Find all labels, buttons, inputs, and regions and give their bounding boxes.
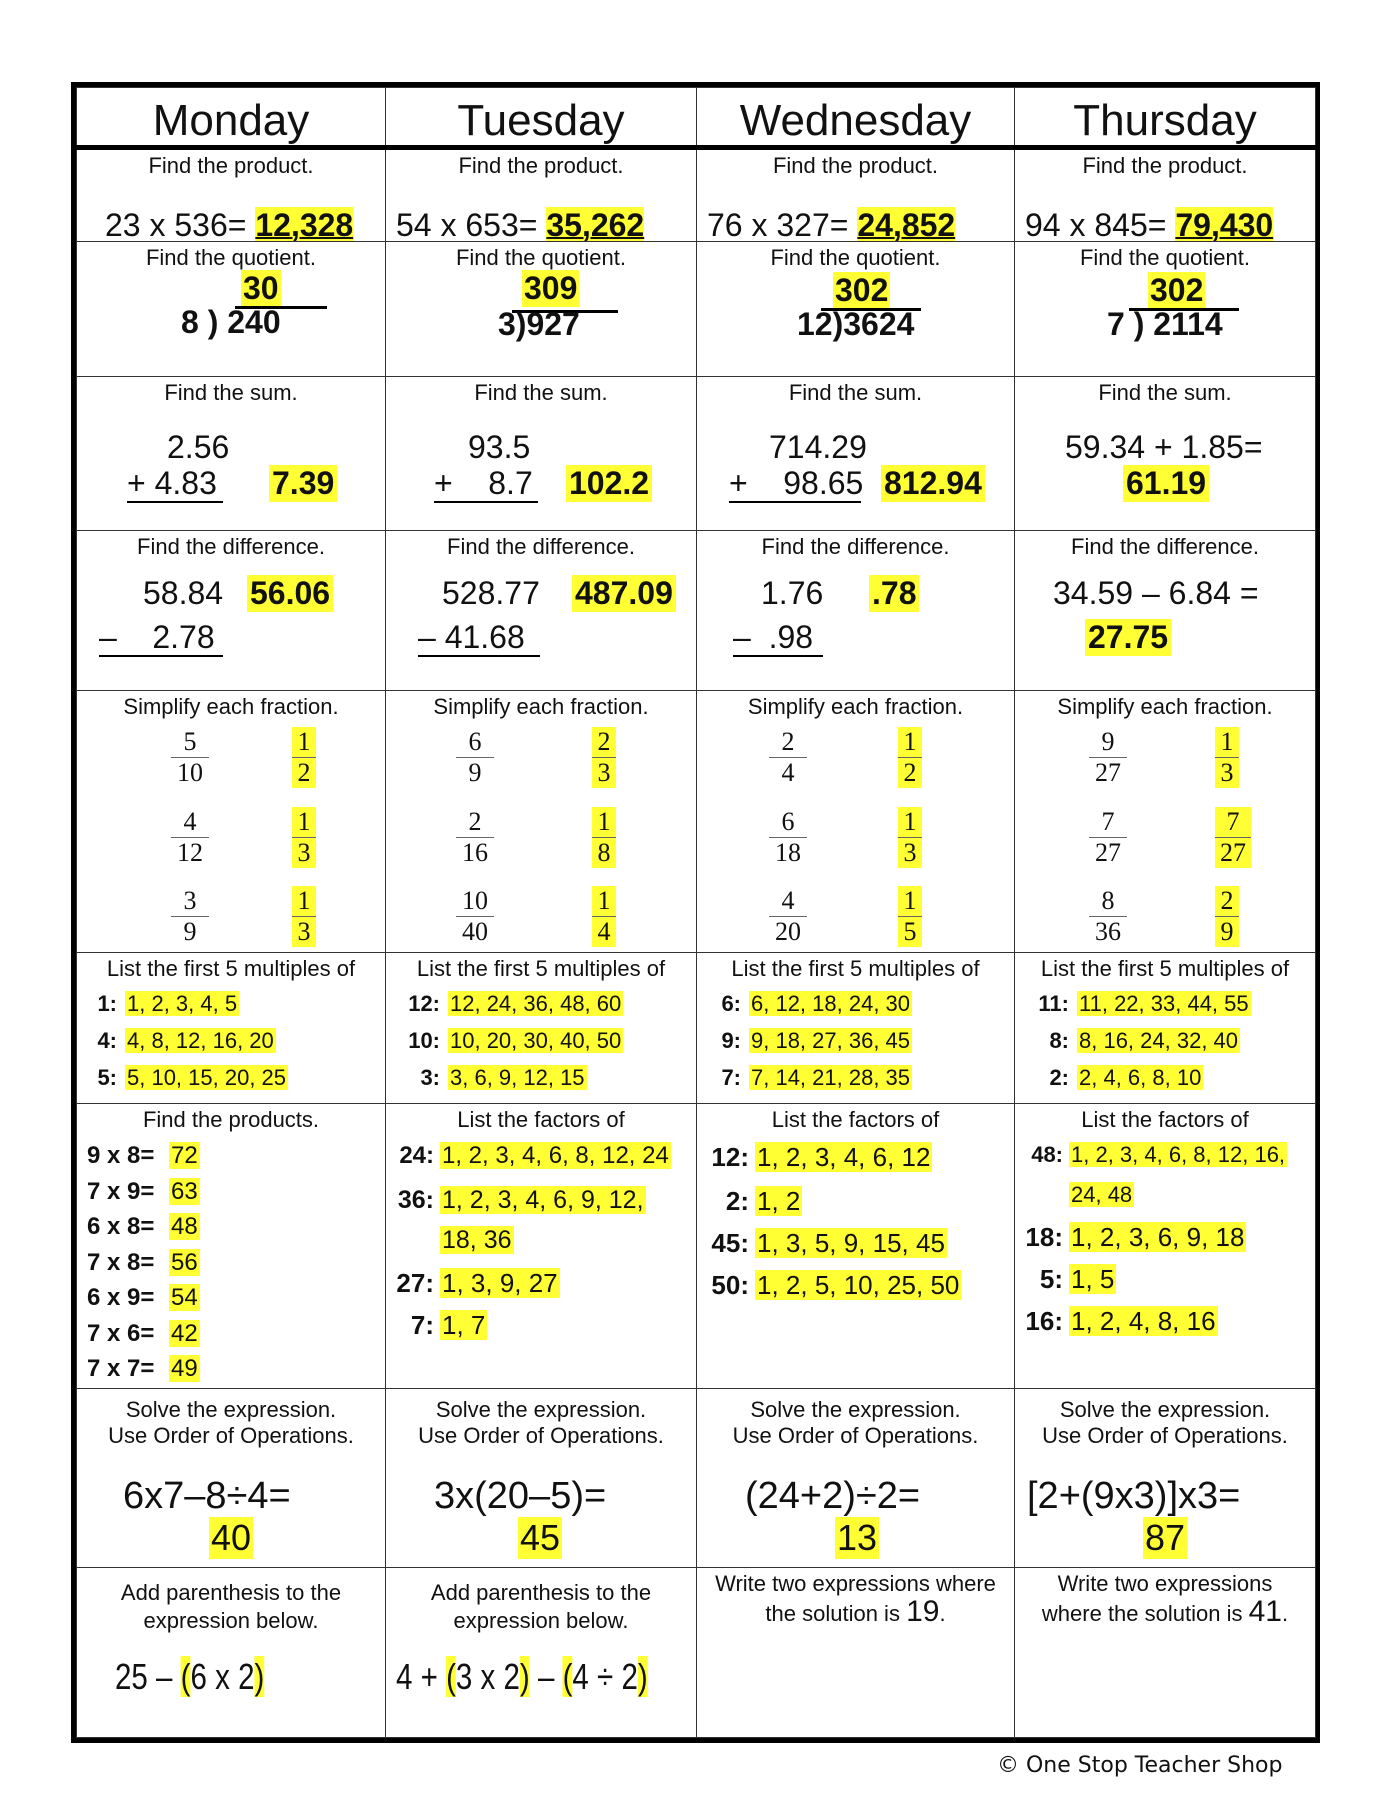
product-answer: 24,852 [857,207,956,242]
prompt: Find the quotient. [455,244,626,270]
product-fact-row: 6 x 9= 54 [87,1284,198,1312]
addend: 2.56 [167,428,230,465]
order-ops-cell [697,1389,1015,1567]
fraction-problem: $\frac{6}{18}$ [769,807,807,868]
factor-list-item: 18: 1, 2, 3, 6, 9, 18 [1025,1222,1245,1253]
factor-list-item: 7: 1, 7 [410,1310,486,1341]
products-cell [77,1104,386,1389]
fraction-problem: $\frac{8}{36}$ [1089,886,1127,947]
fraction-answer: $\frac{1}{4}$ [592,886,616,947]
multiples-list-item: 4: 4, 8, 12, 16, 20 [97,1028,274,1054]
multiples-list-item: 9: 9, 18, 27, 36, 45 [721,1028,911,1054]
quotient-cell [77,241,386,376]
sum-answer: 61.19 [1123,465,1209,502]
prompt: List the first 5 multiples of [106,956,356,982]
difference-answer: .78 [869,575,919,612]
prompt: Simplify each fraction. [747,694,964,720]
prompt: Add parenthesis to the [120,1579,342,1605]
fraction-answer: $\frac{1}{3}$ [898,807,922,868]
order-ops-row [77,1389,1316,1567]
header-monday [77,88,386,148]
product-expression: 76 x 327= [707,207,849,242]
fraction-answer: $\frac{1}{2}$ [898,727,922,788]
fraction-answer: $\frac{1}{3}$ [292,807,316,868]
prompt: Use Order of Operations. [1042,1423,1288,1449]
parenthesis-cell [77,1567,386,1737]
prompt: Use Order of Operations. [418,1423,664,1449]
factor-list-item: 45: 1, 3, 5, 9, 15, 45 [711,1228,945,1259]
parenthesis-row [77,1567,1316,1737]
factor-list-item: 48: 1, 2, 3, 4, 6, 8, 12, 16, [1031,1142,1286,1168]
prompt: Solve the expression. [750,1397,961,1423]
product-answer: 35,262 [546,207,645,242]
fraction-problem: $\frac{10}{40}$ [456,886,494,947]
prompt: where the solution is [1041,1600,1249,1626]
sum-expression: 59.34 + 1.85= [1065,428,1263,465]
prompt: Use Order of Operations. [108,1423,354,1449]
prompt: Add parenthesis to the [430,1579,652,1605]
write-expressions-cell: Write two expressions where the solution is 19. [697,1567,1015,1737]
quotient-answer: 30 [243,269,279,306]
division-problem: 12)3624 [797,305,915,342]
factor-list-item: 24: 1, 2, 3, 4, 6, 8, 12, 24 [399,1142,669,1170]
difference-row [77,530,1316,690]
subtrahend: – 2.78 [99,618,215,655]
sum-answer: 7.39 [269,465,337,502]
prompt: Write two expressions where [715,1570,996,1596]
prompt: Find the products. [142,1107,320,1133]
multiples-list-item: 12: 12, 24, 36, 48, 60 [408,991,622,1017]
prompt: Find the quotient. [770,244,941,270]
product-fact-row: 7 x 6= 42 [87,1319,198,1347]
prompt: List the first 5 multiples of [1040,956,1290,982]
fraction-answer: $\frac{2}{9}$ [1215,886,1239,947]
addend: + 98.65 [729,464,864,501]
prompt: Write two expressions [1057,1570,1273,1596]
order-ops-cell [1015,1389,1316,1567]
product-fact-row: 9 x 8= 72 [87,1142,198,1170]
prompt: Simplify each fraction. [1057,694,1273,720]
multiples-list-item: 7: 7, 14, 21, 28, 35 [721,1065,911,1091]
quotient-cell [697,241,1015,376]
day-label: Thursday [1073,95,1257,145]
product-expression: 23 x 536= [105,207,247,242]
difference-cell [77,530,386,690]
product-fact-row: 7 x 8= 56 [87,1248,198,1276]
multiples-list-item: 6: 6, 12, 18, 24, 30 [721,991,911,1017]
addend: + 4.83 [127,464,217,501]
target-number: 19 [906,1594,940,1628]
day-label: Tuesday [457,95,625,145]
multiples-cell [77,953,386,1104]
prompt: Find the product. [772,153,939,178]
sum-cell [386,376,697,530]
parenthesis-expression: 4 + (3 x 2) – (4 ÷ 2) [396,1655,648,1697]
prompt: expression below. [453,1607,629,1633]
day-label: Wednesday [739,95,972,145]
write-expressions-cell: Write two expressions where the solution is 41. [1015,1567,1316,1737]
difference-expression: 34.59 – 6.84 = [1053,574,1259,611]
factors-row [77,1104,1316,1389]
prompt: Simplify each fraction. [123,694,339,720]
prompt: Solve the expression. [435,1397,647,1423]
prompt: Use Order of Operations. [732,1423,979,1449]
multiples-cell [1015,953,1316,1104]
fraction-answer: $\frac{1}{2}$ [292,727,316,788]
fraction-problem: $\frac{5}{10}$ [171,727,209,788]
parenthesis-cell [386,1567,697,1737]
header-wednesday [697,88,1015,148]
addend: 714.29 [769,428,867,465]
factor-list-item: 50: 1, 2, 5, 10, 25, 50 [711,1270,960,1301]
prompt: Find the sum. [474,379,608,405]
subtrahend: – .98 [733,618,814,655]
prompt: Find the sum. [1098,379,1232,405]
product-cell [77,148,386,242]
product-fact-row: 6 x 8= 48 [87,1213,198,1241]
prompt: Find the difference. [137,533,325,559]
worksheet-table [71,82,1320,1743]
prompt: Simplify each fraction. [433,694,649,720]
factor-list-item: 18, 36 [442,1226,512,1255]
fraction-problem: $\frac{2}{4}$ [769,727,807,788]
sum-answer: 102.2 [566,465,652,502]
prompt: Solve the expression. [125,1397,337,1423]
product-expression: 54 x 653= [396,207,538,242]
multiples-list-item: 5: 5, 10, 15, 20, 25 [97,1065,287,1091]
header-thursday [1015,88,1316,148]
product-row [77,148,1316,242]
simplify-cell [1015,691,1316,953]
multiples-list-item: 1: 1, 2, 3, 4, 5 [97,991,238,1017]
fraction-answer: $\frac{2}{3}$ [592,727,616,788]
fraction-problem: $\frac{4}{12}$ [171,807,209,868]
sum-cell [1015,376,1316,530]
multiples-row [77,953,1316,1104]
fraction-problem: $\frac{9}{27}$ [1089,727,1127,788]
division-problem: 8 ) 240 [181,303,281,340]
prompt: List the factors of [457,1107,625,1133]
expression: [2+(9x3)]x3= [1027,1475,1241,1518]
simplify-cell [77,691,386,953]
simplify-row [77,691,1316,953]
quotient-answer: 302 [1150,271,1204,308]
multiples-list-item: 3: 3, 6, 9, 12, 15 [420,1065,585,1091]
factor-list-item: 2: 1, 2 [725,1186,801,1217]
sum-cell [697,376,1015,530]
simplify-cell [697,691,1015,953]
quotient-answer: 309 [524,269,578,306]
fraction-problem: $\frac{6}{9}$ [456,727,494,788]
fraction-problem: $\frac{2}{16}$ [456,807,494,868]
day-label: Monday [152,95,310,145]
division-problem: 7 ) 2114 [1107,305,1223,342]
product-expression: 94 x 845= [1025,207,1167,242]
fraction-problem: $\frac{4}{20}$ [769,886,807,947]
minuend: 1.76 [761,574,824,611]
factor-list-item: 27: 1, 3, 9, 27 [396,1268,558,1299]
multiples-list-item: 10: 10, 20, 30, 40, 50 [408,1028,622,1054]
multiples-list-item: 2: 2, 4, 6, 8, 10 [1049,1065,1202,1091]
difference-answer: 56.06 [247,575,333,612]
prompt: List the factors of [771,1107,940,1133]
quotient-cell [386,241,697,376]
difference-cell [386,530,697,690]
subtrahend: – 41.68 [418,618,525,655]
sum-row [77,376,1316,530]
fraction-answer: $\frac{1}{3}$ [1215,727,1239,788]
multiples-list-item: 8: 8, 16, 24, 32, 40 [1049,1028,1239,1054]
prompt: Find the product. [1082,153,1248,178]
factors-cell [1015,1104,1316,1389]
product-cell [1015,148,1316,242]
parenthesis-expression: 25 – (6 x 2) [115,1655,265,1697]
product-cell [386,148,697,242]
quotient-answer: 302 [835,271,889,308]
factor-list-item: 5: 1, 5 [1039,1264,1115,1295]
expression-answer: 87 [1145,1517,1186,1559]
factor-list-item: 24, 48 [1071,1182,1133,1208]
sum-answer: 812.94 [881,465,985,502]
quotient-cell [1015,241,1316,376]
expression: 6x7–8÷4= [123,1475,291,1518]
product-cell [697,148,1015,242]
prompt: Find the product. [148,153,314,178]
difference-cell [1015,530,1316,690]
expression: (24+2)÷2= [745,1475,921,1518]
product-fact-row: 7 x 9= 63 [87,1177,198,1205]
simplify-cell [386,691,697,953]
prompt: List the first 5 multiples of [416,956,666,982]
prompt: List the factors of [1081,1107,1249,1133]
order-ops-cell [77,1389,386,1567]
difference-answer: 487.09 [572,575,676,612]
prompt: Find the difference. [447,533,635,559]
prompt: the solution is [765,1600,907,1626]
fraction-answer: $\frac{1}{8}$ [592,807,616,868]
minuend: 528.77 [442,574,540,611]
difference-cell [697,530,1015,690]
addend: + 8.7 [434,464,533,501]
fraction-answer: $\frac{1}{5}$ [898,886,922,947]
fraction-problem: $\frac{7}{27}$ [1089,807,1127,868]
prompt: Find the difference. [761,533,950,559]
prompt: Find the quotient. [145,244,316,270]
product-answer: 12,328 [255,207,354,242]
prompt: Find the sum. [164,379,298,405]
minuend: 58.84 [143,574,224,611]
expression-answer: 13 [837,1517,878,1559]
expression-answer: 45 [520,1517,561,1559]
product-fact-row: 7 x 7= 49 [87,1355,198,1383]
sum-cell [77,376,386,530]
order-ops-cell [386,1389,697,1567]
expression-answer: 40 [211,1517,252,1559]
prompt: Find the sum. [788,379,923,405]
fraction-answer: $\frac{1}{3}$ [292,886,316,947]
multiples-cell [386,953,697,1104]
quotient-row [77,241,1316,376]
prompt: Find the quotient. [1079,244,1250,270]
product-answer: 79,430 [1175,207,1274,242]
factors-cell [697,1104,1015,1389]
prompt: Solve the expression. [1059,1397,1271,1423]
fraction-answer: $\frac{7}{27}$ [1215,807,1251,868]
addend: 93.5 [468,428,531,465]
prompt: expression below. [143,1607,319,1633]
difference-answer: 27.75 [1085,619,1171,656]
factor-list-item: 36: 1, 2, 3, 4, 6, 9, 12, [397,1186,644,1215]
header-tuesday [386,88,697,148]
prompt: List the first 5 multiples of [731,956,980,982]
multiples-cell [697,953,1015,1104]
prompt: Find the product. [458,153,624,178]
factor-list-item: 16: 1, 2, 4, 8, 16 [1025,1306,1216,1337]
target-number: 41 [1248,1594,1282,1628]
fraction-problem: $\frac{3}{9}$ [171,886,209,947]
factors-cell [386,1104,697,1389]
expression: 3x(20–5)= [434,1475,607,1518]
factor-list-item: 12: 1, 2, 3, 4, 6, 12 [711,1142,931,1173]
prompt: Find the difference. [1071,533,1259,559]
copyright: © One Stop Teacher Shop [997,1753,1283,1778]
division-problem: 3)927 [498,305,580,342]
multiples-list-item: 11: 11, 22, 33, 44, 55 [1038,991,1249,1017]
